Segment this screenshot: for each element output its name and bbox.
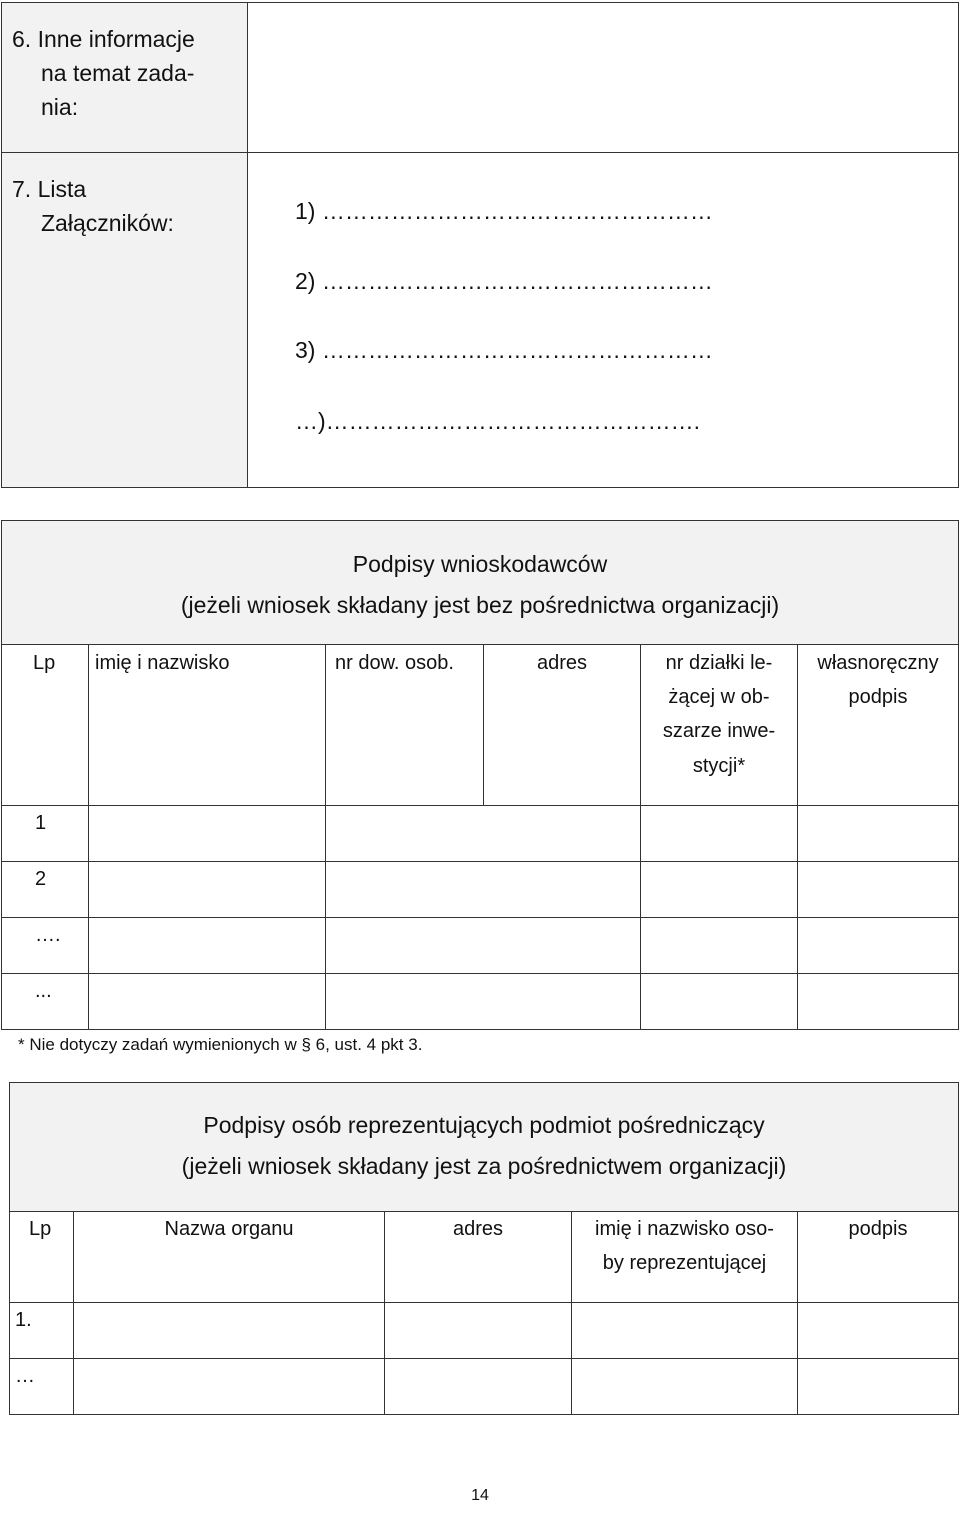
applicants-title: Podpisy wnioskodawców: [352, 551, 608, 577]
attachment-item-1[interactable]: 1) ……………………………………………: [295, 198, 713, 224]
attachment-item-3[interactable]: 3) ……………………………………………: [295, 337, 713, 363]
column-header-organ: Nazwa organu: [164, 1218, 294, 1240]
section6-value-field[interactable]: [248, 3, 957, 151]
table-row-number: 2: [35, 868, 47, 890]
attachment-item-more[interactable]: …)………………………………………….: [295, 408, 701, 434]
column-header-lp: Lp: [29, 1218, 52, 1240]
column-header-signature-line2: podpis: [848, 686, 908, 708]
column-header-id: nr dow. osob.: [335, 652, 454, 674]
applicants-subtitle: (jeżeli wniosek składany jest bez pośrednictwa organizacji): [180, 592, 780, 618]
column-header-plot-line3: szarze inwe-: [662, 720, 776, 742]
section6-label-line3: nia:: [41, 94, 79, 120]
representatives-header-shade: [10, 1083, 958, 1211]
column-header-address: adres: [536, 652, 588, 674]
table-row-number: 1.: [15, 1309, 32, 1331]
page-number: 14: [471, 1487, 489, 1504]
section7-label-line2: Załączników:: [41, 210, 174, 236]
applicants-footnote: * Nie dotyczy zadań wymienionych w § 6, ust. 4 pkt 3.: [18, 1035, 423, 1054]
column-header-signature-line1: własnoręczny: [817, 652, 939, 674]
column-header-plot-line2: żącej w ob-: [668, 686, 770, 708]
column-header-name: imię i nazwisko: [95, 652, 230, 674]
column-header-plot-line4: stycji*: [692, 755, 746, 777]
section6-label-line1: 6. Inne informacje: [12, 26, 195, 52]
table-row-number: ….: [35, 924, 61, 946]
column-header-lp: Lp: [33, 652, 56, 674]
column-header-plot-line1: nr działki le-: [665, 652, 773, 674]
column-header-address: adres: [452, 1218, 504, 1240]
table-row-number: …: [15, 1365, 35, 1387]
section7-label-line1: 7. Lista: [12, 176, 87, 202]
column-header-signature: podpis: [848, 1218, 908, 1240]
attachment-item-2[interactable]: 2) ……………………………………………: [295, 268, 713, 294]
representatives-title: Podpisy osób reprezentujących podmiot pośredniczący: [203, 1112, 765, 1138]
section6-label-line2: na temat zada-: [41, 60, 195, 86]
column-header-person-line2: by reprezentującej: [602, 1252, 767, 1274]
table-row-number: ...: [35, 980, 52, 1002]
column-header-person-line1: imię i nazwisko oso-: [595, 1218, 774, 1240]
applicants-header-shade: [2, 521, 958, 644]
representatives-subtitle: (jeżeli wniosek składany jest za pośrednictwem organizacji): [181, 1153, 787, 1179]
table-row-number: 1: [35, 812, 47, 834]
